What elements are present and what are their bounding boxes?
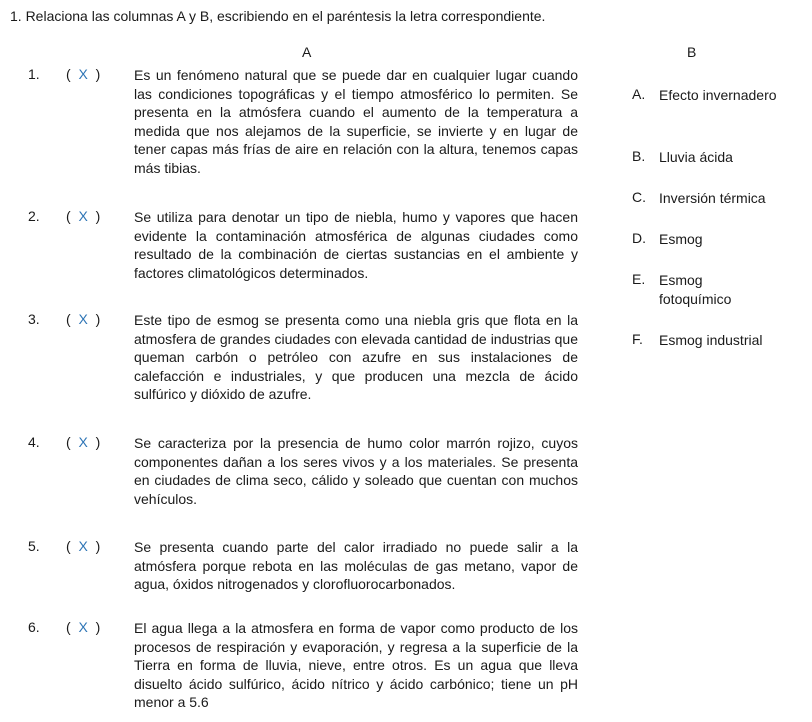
option-text: Inversión térmica <box>659 190 766 206</box>
column-a-header: A <box>302 44 312 60</box>
option-text: Efecto invernadero <box>659 87 777 103</box>
item-number: 4. <box>28 434 40 450</box>
answer-mark: X <box>78 434 88 450</box>
item-text: Se utiliza para denotar un tipo de niebla, humo y vapores que hacen evidente la contaminación atmosférica de algunas ciudades como resultado de la combinación de ciertas sustancias en el ambiente y factores climatológicos determinados. <box>134 209 578 281</box>
option-letter: E. <box>632 271 646 287</box>
answer-slot[interactable]: ( X ) <box>66 311 101 327</box>
exercise-title: 1. Relaciona las columnas A y B, escribiendo en el paréntesis la letra correspondiente. <box>10 8 546 24</box>
item-text: Se presenta cuando parte del calor irradiado no puede salir a la atmósfera porque rebota en las moléculas de gas metano, vapor de agua, óxidos nitrogenados y clorofluorocarbonados. <box>134 539 578 592</box>
answer-mark: X <box>78 66 88 82</box>
answer-slot[interactable]: ( X ) <box>66 434 101 450</box>
answer-mark: X <box>78 538 88 554</box>
answer-mark: X <box>78 619 88 635</box>
option-text: Lluvia ácida <box>659 149 733 165</box>
item-text: Este tipo de esmog se presenta como una niebla gris que flota en la atmosfera de grandes ciudades con elevada cantidad de industrias que queman carbón o petróleo con azufre en sus instalaciones de calefacción e industriales, y que producen una mezcla de ácido sulfúrico y dióxido de azufre. <box>134 312 578 402</box>
option-letter: C. <box>632 189 646 205</box>
option-text: Esmog industrial <box>659 332 763 348</box>
column-b-header: B <box>687 44 697 60</box>
item-number: 2. <box>28 208 40 224</box>
option-letter: D. <box>632 230 646 246</box>
option-text: Esmog fotoquímico <box>659 272 732 307</box>
item-number: 6. <box>28 619 40 635</box>
item-number: 5. <box>28 538 40 554</box>
option-letter: A. <box>632 86 646 102</box>
answer-slot[interactable]: ( X ) <box>66 66 101 82</box>
item-number: 3. <box>28 311 40 327</box>
item-number: 1. <box>28 66 40 82</box>
item-text: Se caracteriza por la presencia de humo color marrón rojizo, cuyos componentes dañan a los seres vivos y a los materiales. Se presenta en ciudades de clima seco, cálido y soleado que cuentan con muchos vehículos. <box>134 435 578 507</box>
option-letter: B. <box>632 148 646 164</box>
answer-mark: X <box>78 208 88 224</box>
answer-slot[interactable]: ( X ) <box>66 619 101 635</box>
answer-slot[interactable]: ( X ) <box>66 208 101 224</box>
option-letter: F. <box>632 331 643 347</box>
item-text: El agua llega a la atmosfera en forma de vapor como producto de los procesos de respiración y evaporación, y regresa a la superficie de la Tierra en forma de lluvia, nieve, entre otros. Es un agua que lleva disuelto ácido sulfúrico, ácido nítrico y ácido carbónico; tiene un pH menor a 5.6 <box>134 620 578 710</box>
item-text: Es un fenómeno natural que se puede dar en cualquier lugar cuando las condiciones topográficas y el tiempo atmosférico lo permiten. Se presenta en la atmósfera cuando el aumento de la temperatura a medida que nos alejamos de la superficie, se invierte y en lugar de tener capas más frías de aire en relación con la altura, tenemos capas más tibias. <box>134 67 578 176</box>
answer-slot[interactable]: ( X ) <box>66 538 101 554</box>
option-text: Esmog <box>659 231 703 247</box>
answer-mark: X <box>78 311 88 327</box>
